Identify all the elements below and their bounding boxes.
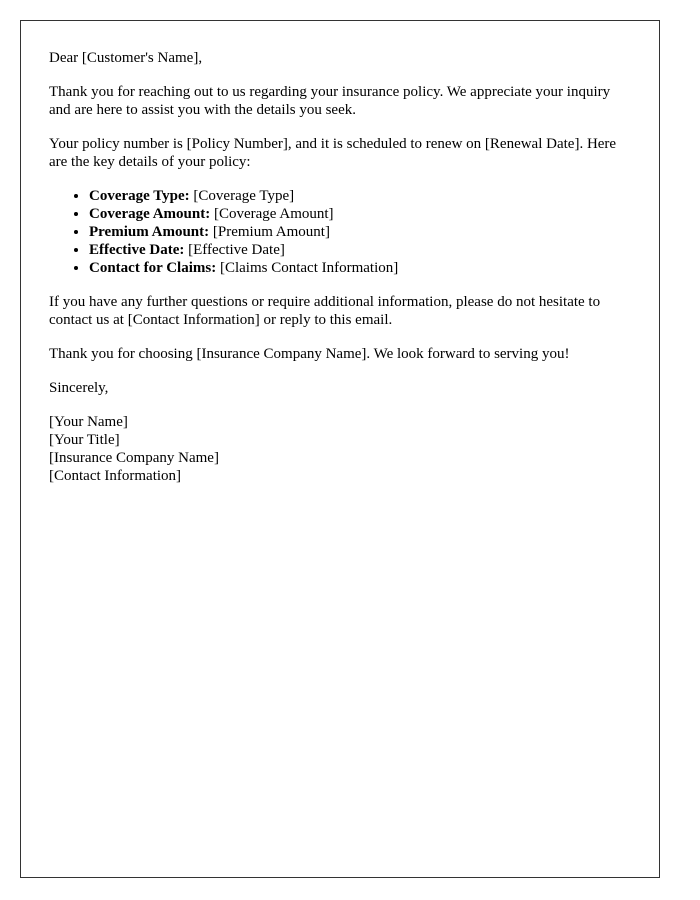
detail-label: Coverage Amount: — [89, 206, 211, 222]
detail-label: Contact for Claims: — [89, 260, 217, 276]
further-info-paragraph: If you have any further questions or require additional information, please do not hesitate to contact us at [Contact Information] or reply to this email. — [49, 294, 601, 328]
detail-label: Premium Amount: — [89, 224, 210, 240]
policy-summary-paragraph: Your policy number is [Policy Number], and it is scheduled to renew on [Renewal Date]. Here are the key details of your policy: — [49, 136, 617, 170]
signature-company: [Insurance Company Name] — [49, 450, 219, 466]
policy-details-list — [49, 187, 631, 277]
detail-value: [Premium Amount] — [212, 224, 330, 240]
detail-label: Coverage Type: — [89, 188, 190, 204]
detail-effective-date — [89, 241, 631, 259]
closing: Sincerely, — [49, 380, 109, 396]
signature-title: [Your Title] — [49, 432, 120, 448]
signature-contact: [Contact Information] — [49, 468, 182, 484]
letter-page — [20, 20, 660, 878]
detail-value: [Coverage Amount] — [213, 206, 334, 222]
signature-name: [Your Name] — [49, 414, 128, 430]
thanks-paragraph: Thank you for choosing [Insurance Company Name]. We look forward to serving you! — [49, 346, 570, 362]
detail-value: [Coverage Type] — [193, 188, 295, 204]
detail-label: Effective Date: — [89, 242, 185, 258]
greeting: Dear [Customer's Name], — [49, 50, 203, 66]
detail-value: [Claims Contact Information] — [219, 260, 399, 276]
detail-value: [Effective Date] — [188, 242, 285, 258]
detail-claims-contact — [89, 259, 631, 277]
detail-coverage-amount — [89, 205, 631, 223]
detail-premium-amount — [89, 223, 631, 241]
intro-paragraph: Thank you for reaching out to us regarding your insurance policy. We appreciate your inquiry and are here to assist you with the details you seek. — [49, 84, 611, 118]
signature-block — [49, 413, 631, 485]
detail-coverage-type — [89, 187, 631, 205]
